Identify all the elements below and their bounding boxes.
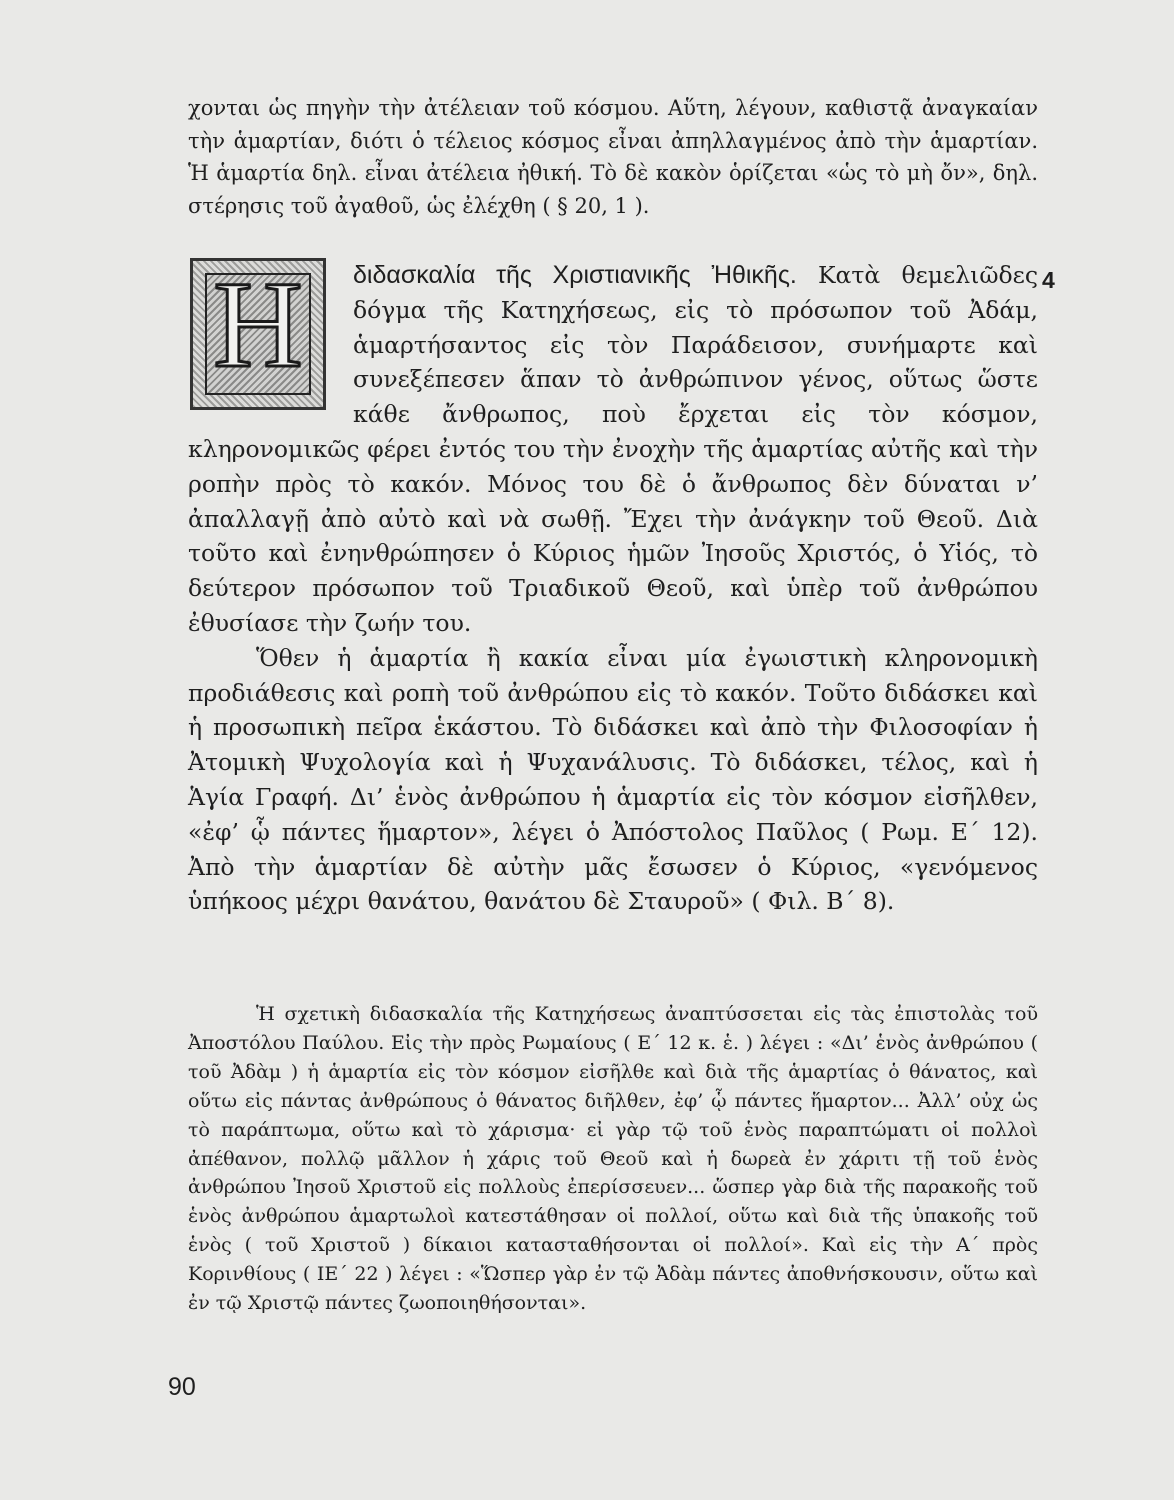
initial-space xyxy=(188,258,353,430)
page-number: 90 xyxy=(168,1373,196,1401)
main-section xyxy=(188,258,1038,919)
section-heading: διδασκαλία τῆς Χριστιανικῆς Ἠθικῆς. xyxy=(353,261,797,289)
footnote-block xyxy=(188,1000,1038,1318)
intro-paragraph xyxy=(188,92,1038,222)
section-number: 4 xyxy=(1042,267,1055,293)
intro-text: χονται ὡς πηγὴν τὴν ἀτέλειαν τοῦ κόσμου. Αὕτη, λέγουν, καθιστᾷ ἀναγκαίαν τὴν ἁμαρτίαν, διότι ὁ τέλειος κόσμος εἶναι ἀπηλλαγμένος ἀπὸ τὴν ἁμαρτίαν. Ἡ ἁμαρτία δηλ. εἶναι ἀτέλεια ἠθική. Τὸ δὲ κακὸν ὁρίζεται «ὡς τὸ μὴ ὄν», δηλ. στέρησις τοῦ ἀγαθοῦ, ὡς ἐλέχθη ( § 20, 1 ). xyxy=(188,96,1038,218)
section-paragraph-1-text: Κατὰ θεμελιῶδες δόγμα τῆς Κατηχήσεως, εἰς τὸ πρόσωπον τοῦ Ἀδάμ, ἁμαρτήσαντος εἰς τὸν Παράδεισον, συνήμαρτε καὶ συνεξέπεσεν ἅπαν τὸ ἀνθρώπινον γένος, οὕτως ὥστε κάθε ἄνθρωπος, ποὺ ἔρχεται εἰς τὸν κόσμον, κληρονομικῶς φέρει ἐντός του τὴν ἐνοχὴν τῆς ἁμαρτίας αὐτῆς καὶ τὴν ροπὴν πρὸς τὸ κακόν. Μόνος του δὲ ὁ ἄνθρωπος δὲν δύναται ν’ ἀπαλλαγῇ ἀπὸ αὐτὸ καὶ νὰ σωθῇ. Ἔχει τὴν ἀνάγκην τοῦ Θεοῦ. Διὰ τοῦτο καὶ ἐνηνθρώπησεν ὁ Κύριος ἡμῶν Ἰησοῦς Χριστός, ὁ Υἱός, τὸ δεύτερον πρόσωπον τοῦ Τριαδικοῦ Θεοῦ, καὶ ὑπὲρ τοῦ ἀνθρώπου ἐθυσίασε τὴν ζωήν του. xyxy=(188,261,1038,637)
section-paragraph-2: Ὅθεν ἡ ἁμαρτία ἢ κακία εἶναι μία ἐγωιστικὴ κληρονομικὴ προδιάθεσις καὶ ροπὴ τοῦ ἀνθρώπου εἰς τὸ κακόν. Τοῦτο διδάσκει καὶ ἡ προσωπικὴ πεῖρα ἑκάστου. Τὸ διδάσκει καὶ ἀπὸ τὴν Φιλοσοφίαν ἡ Ἀτομικὴ Ψυχολογία καὶ ἡ Ψυχανάλυσις. Τὸ διδάσκει, τέλος, καὶ ἡ Ἁγία Γραφή. Δι’ ἑνὸς ἀνθρώπου ἡ ἁμαρτία εἰς τὸν κόσμον εἰσῆλθεν, «ἐφ’ ᾧ πάντες ἥμαρτον», λέγει ὁ Ἀπόστολος Παῦλος ( Ρωμ. Ε΄ 12). Ἀπὸ τὴν ἁμαρτίαν δὲ αὐτὴν μᾶς ἔσωσεν ὁ Κύριος, «γενόμενος ὑπήκοος μέχρι θανάτου, θανάτου δὲ Σταυροῦ» ( Φιλ. Β΄ 8). xyxy=(188,643,1038,916)
initial-letter: Η xyxy=(213,256,303,393)
footnote-text: Ἡ σχετικὴ διδασκαλία τῆς Κατηχήσεως ἀναπτύσσεται εἰς τὰς ἐπιστολὰς τοῦ Ἀποστόλου Παύλου. Εἰς τὴν πρὸς Ρωμαίους ( Ε΄ 12 κ. ἑ. ) λέγει : «Δι’ ἑνὸς ἀνθρώπου ( τοῦ Ἀδὰμ ) ἡ ἁμαρτία εἰς τὸν κόσμον εἰσῆλθε καὶ διὰ τῆς ἁμαρτίας ὁ θάνατος, καὶ οὕτω εἰς πάντας ἀνθρώπους ὁ θάνατος διῆλθεν, ἐφ’ ᾧ πάντες ἥμαρτον... Ἀλλ’ οὐχ ὡς τὸ παράπτωμα, οὕτω καὶ τὸ χάρισμα· εἰ γὰρ τῷ τοῦ ἑνὸς παραπτώματι οἱ πολλοὶ ἀπέθανον, πολλῷ μᾶλλον ἡ χάρις τοῦ Θεοῦ καὶ ἡ δωρεὰ ἐν χάριτι τῇ τοῦ ἑνὸς ἀνθρώπου Ἰησοῦ Χριστοῦ εἰς πολλοὺς ἐπερίσσευεν... ὥσπερ γὰρ διὰ τῆς παρακοῆς τοῦ ἑνὸς ἀνθρώπου ἁμαρτωλοὶ κατεστάθησαν οἱ πολλοί, οὕτω καὶ διὰ τῆς ὑπακοῆς τοῦ ἑνὸς ( τοῦ Χριστοῦ ) δίκαιοι κατασταθήσονται οἱ πολλοί». Καὶ εἰς τὴν Α΄ πρὸς Κορινθίους ( ΙΕ΄ 22 ) λέγει : «Ὥσπερ γὰρ ἐν τῷ Ἀδὰμ πάντες ἀποθνήσκουσιν, οὕτω καὶ ἐν τῷ Χριστῷ πάντες ζωοποιηθήσονται». xyxy=(188,1003,1038,1315)
